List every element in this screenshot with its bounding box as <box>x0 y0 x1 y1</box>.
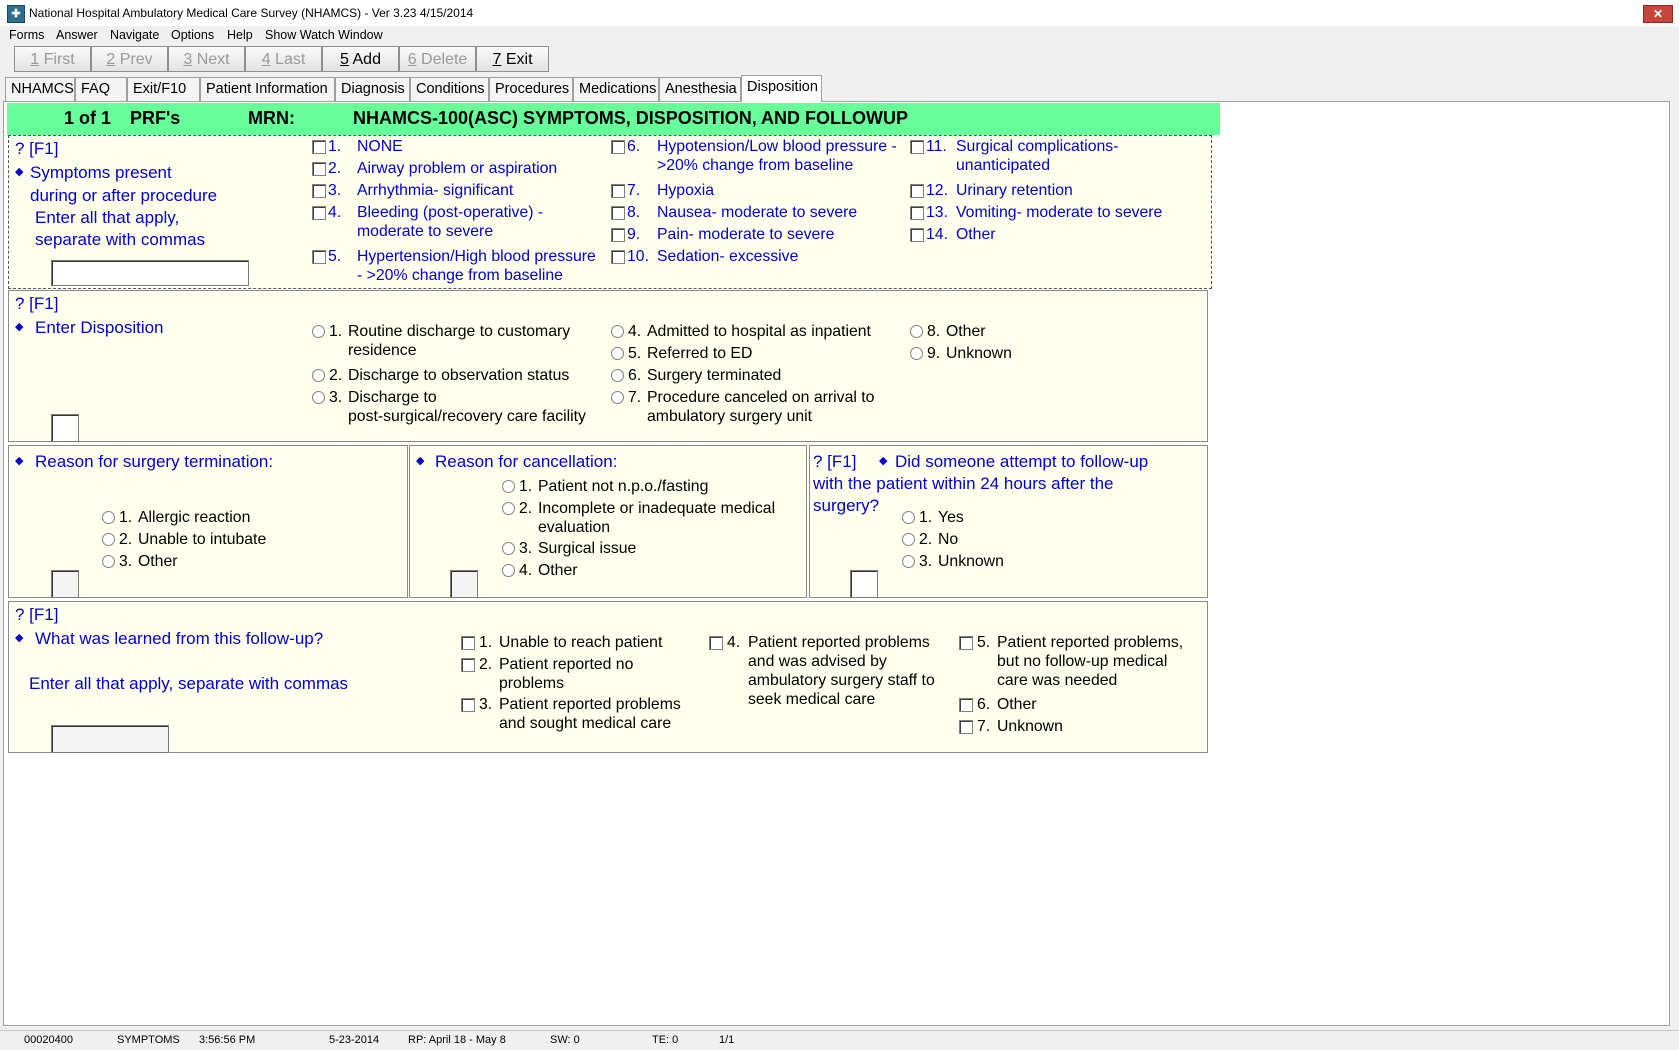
form-header <box>7 103 1220 135</box>
learned-7-num: 7. <box>977 718 991 735</box>
termination-1-radio[interactable] <box>102 511 115 524</box>
symptom-12-num: 12. <box>926 182 948 199</box>
symptom-8-num: 8. <box>627 204 641 221</box>
disposition-4-label: Admitted to hospital as inpatient <box>647 323 871 340</box>
followup-attempt-input[interactable] <box>850 570 878 598</box>
cancellation-4-radio[interactable] <box>502 564 515 577</box>
symptom-9-label: Pain- moderate to severe <box>657 226 835 243</box>
status-record-id: 00020400 <box>24 1034 73 1046</box>
learned-4-label-line4: seek medical care <box>748 691 876 708</box>
learned-1-num: 1. <box>479 634 493 651</box>
symptom-4-label: Bleeding (post-operative) - <box>357 204 544 221</box>
disposition-7-num: 7. <box>628 389 642 406</box>
symptom-10-checkbox[interactable] <box>611 250 625 264</box>
disposition-1-num: 1. <box>329 323 343 340</box>
disposition-3-label-line2: post-surgical/recovery care facility <box>348 408 586 425</box>
delete-label: Delete <box>416 51 468 68</box>
followup-attempt-help[interactable]: ? [F1] <box>813 452 857 471</box>
tab-nhamcs[interactable]: NHAMCS <box>5 77 75 101</box>
disposition-3-label: Discharge to <box>348 389 437 406</box>
exit-label: Exit <box>501 51 533 68</box>
symptoms-instruction-line1: Enter all that apply, <box>35 208 180 227</box>
followup-1-num: 1. <box>919 509 933 526</box>
termination-1-num: 1. <box>119 509 133 526</box>
menu-options[interactable]: Options <box>171 28 215 42</box>
termination-2-label: Unable to intubate <box>138 531 267 548</box>
symptom-1-num: 1. <box>328 138 342 155</box>
followup-2-num: 2. <box>919 531 933 548</box>
symptom-14-num: 14. <box>926 226 948 243</box>
learned-5-label-line2: but no follow-up medical <box>997 653 1168 670</box>
symptom-11-label-line2: unanticipated <box>956 157 1050 174</box>
disposition-8-radio[interactable] <box>910 325 923 338</box>
next-button[interactable] <box>168 46 245 72</box>
followup-1-radio[interactable] <box>902 511 915 524</box>
last-button[interactable] <box>245 46 322 72</box>
next-label: Next <box>192 51 230 68</box>
learned-3-label: Patient reported problems <box>499 696 681 713</box>
symptom-11-checkbox[interactable] <box>910 140 924 154</box>
symptom-8-checkbox[interactable] <box>611 206 625 220</box>
symptom-10-num: 10. <box>627 248 649 265</box>
learned-3-checkbox[interactable] <box>461 698 475 712</box>
learned-5-label: Patient reported problems, <box>997 634 1184 651</box>
disposition-8-num: 8. <box>927 323 941 340</box>
exit-button[interactable] <box>476 46 549 72</box>
add-label: Add <box>348 51 381 68</box>
disposition-4-radio[interactable] <box>611 325 624 338</box>
disposition-9-label: Unknown <box>946 345 1012 362</box>
learned-1-label: Unable to reach patient <box>499 634 663 651</box>
learned-2-num: 2. <box>479 656 493 673</box>
cancellation-1-num: 1. <box>519 478 533 495</box>
learned-4-label-line2: and was advised by <box>748 653 887 670</box>
cancellation-2-label: Incomplete or inadequate medical <box>538 500 776 517</box>
last-label: Last <box>270 51 306 68</box>
learned-7-checkbox[interactable] <box>959 720 973 734</box>
disposition-help[interactable]: ? [F1] <box>15 294 59 313</box>
learned-4-label-line3: ambulatory surgery staff to <box>748 672 935 689</box>
delete-button[interactable] <box>399 46 476 72</box>
required-bullet: ◆ <box>15 632 24 644</box>
disposition-3-num: 3. <box>329 389 343 406</box>
cancellation-2-label-line2: evaluation <box>538 519 611 536</box>
form-title: NHAMCS-100(ASC) SYMPTOMS, DISPOSITION, AND FOLLOWUP <box>353 108 909 128</box>
followup-2-label: No <box>938 531 959 548</box>
required-bullet: ◆ <box>879 455 888 467</box>
symptom-1-checkbox[interactable] <box>312 140 326 154</box>
cancellation-3-radio[interactable] <box>502 542 515 555</box>
tab-conditions[interactable]: Conditions <box>410 77 489 101</box>
required-bullet: ◆ <box>15 455 24 467</box>
symptom-13-checkbox[interactable] <box>910 206 924 220</box>
termination-panel <box>8 445 408 598</box>
followup-2-radio[interactable] <box>902 533 915 546</box>
symptom-3-num: 3. <box>328 182 342 199</box>
learned-2-label-line2: problems <box>499 675 564 692</box>
disposition-1-radio[interactable] <box>312 325 325 338</box>
status-time: 3:56:56 PM <box>199 1034 256 1046</box>
symptom-2-checkbox[interactable] <box>312 162 326 176</box>
last-key: 4 <box>261 51 271 68</box>
required-bullet: ◆ <box>416 455 425 467</box>
symptom-6-num: 6. <box>627 138 641 155</box>
learned-1-checkbox[interactable] <box>461 636 475 650</box>
termination-2-radio[interactable] <box>102 533 115 546</box>
followup-3-num: 3. <box>919 553 933 570</box>
tab-exit-f10[interactable]: Exit/F10 <box>127 77 200 101</box>
followup-attempt-question-line1: Did someone attempt to follow-up <box>895 452 1149 471</box>
symptoms-input[interactable] <box>51 260 249 286</box>
required-bullet: ◆ <box>15 166 24 178</box>
disposition-6-radio[interactable] <box>611 369 624 382</box>
menu-navigate[interactable]: Navigate <box>110 28 160 42</box>
symptom-2-num: 2. <box>328 160 342 177</box>
symptoms-panel <box>8 135 1212 289</box>
symptom-5-label-line2: - >20% change from baseline <box>357 267 563 284</box>
symptoms-instruction-line2: separate with commas <box>35 230 206 249</box>
record-count: 1 of 1 <box>64 108 112 128</box>
learned-5-num: 5. <box>977 634 991 651</box>
symptom-11-label: Surgical complications- <box>956 138 1119 155</box>
learned-6-label: Other <box>997 696 1037 713</box>
prf-label: PRF's <box>130 108 181 128</box>
cancellation-1-radio[interactable] <box>502 480 515 493</box>
disposition-6-label: Surgery terminated <box>647 367 782 384</box>
tab-medications[interactable]: Medications <box>573 77 659 101</box>
learned-5-checkbox[interactable] <box>959 636 973 650</box>
symptom-4-num: 4. <box>328 204 342 221</box>
tab-procedures[interactable]: Procedures <box>489 77 573 101</box>
learned-3-num: 3. <box>479 696 493 713</box>
cancellation-3-label: Surgical issue <box>538 540 637 557</box>
disposition-9-radio[interactable] <box>910 347 923 360</box>
learned-3-label-line2: and sought medical care <box>499 715 672 732</box>
disposition-panel <box>8 290 1208 442</box>
symptom-12-label: Urinary retention <box>956 182 1073 199</box>
symptom-6-checkbox[interactable] <box>611 140 625 154</box>
add-key: 5 <box>340 51 349 68</box>
status-page: 1/1 <box>719 1034 735 1046</box>
learned-6-checkbox[interactable] <box>959 698 973 712</box>
symptom-1-label: NONE <box>357 138 403 155</box>
disposition-1-label: Routine discharge to customary <box>348 323 571 340</box>
status-sw: SW: 0 <box>550 1034 580 1046</box>
symptom-14-checkbox[interactable] <box>910 228 924 242</box>
symptom-4-label-line2: moderate to severe <box>357 223 494 240</box>
tab-disposition[interactable]: Disposition <box>741 75 822 102</box>
menu-forms[interactable]: Forms <box>9 28 45 42</box>
symptom-12-checkbox[interactable] <box>910 184 924 198</box>
app-icon: ✚ <box>7 5 25 23</box>
disposition-1-label-line2: residence <box>348 342 417 359</box>
disposition-7-label: Procedure canceled on arrival to <box>647 389 875 406</box>
symptom-9-checkbox[interactable] <box>611 228 625 242</box>
symptom-6-label: Hypotension/Low blood pressure - <box>657 138 897 155</box>
symptom-13-num: 13. <box>926 204 948 221</box>
cancellation-4-label: Other <box>538 562 578 579</box>
disposition-7-radio[interactable] <box>611 391 624 404</box>
learned-panel <box>8 601 1208 753</box>
symptom-2-label: Airway problem or aspiration <box>357 160 558 177</box>
symptom-11-num: 11. <box>926 138 947 155</box>
tab-anesthesia[interactable]: Anesthesia <box>659 77 741 101</box>
symptom-7-label: Hypoxia <box>657 182 715 199</box>
followup-attempt-question-line2: with the patient within 24 hours after the <box>813 474 1114 493</box>
close-window-button[interactable]: ✕ <box>1643 5 1673 23</box>
cancellation-panel <box>409 445 807 598</box>
cancellation-2-radio[interactable] <box>502 502 515 515</box>
first-button[interactable] <box>14 46 91 72</box>
cancellation-1-label: Patient not n.p.o./fasting <box>538 478 709 495</box>
disposition-2-radio[interactable] <box>312 369 325 382</box>
learned-5-label-line3: care was needed <box>997 672 1118 689</box>
termination-3-radio[interactable] <box>102 555 115 568</box>
prev-label: Prev <box>115 51 153 68</box>
learned-2-label: Patient reported no <box>499 656 634 673</box>
required-bullet: ◆ <box>15 321 24 333</box>
status-te: TE: 0 <box>652 1034 679 1046</box>
termination-2-num: 2. <box>119 531 133 548</box>
prev-key: 2 <box>106 51 116 68</box>
menu-help[interactable]: Help <box>227 28 253 42</box>
disposition-4-num: 4. <box>628 323 642 340</box>
status-field: SYMPTOMS <box>117 1034 180 1046</box>
termination-question: Reason for surgery termination: <box>35 452 274 471</box>
next-key: 3 <box>183 51 193 68</box>
status-date: 5-23-2014 <box>329 1034 380 1046</box>
termination-input[interactable] <box>51 570 79 598</box>
menu-answer[interactable]: Answer <box>56 28 98 42</box>
tab-diagnosis[interactable]: Diagnosis <box>335 77 410 101</box>
termination-3-num: 3. <box>119 553 133 570</box>
title-bar <box>0 0 1679 27</box>
disposition-9-num: 9. <box>927 345 941 362</box>
cancellation-3-num: 3. <box>519 540 533 557</box>
first-key: 1 <box>30 51 40 68</box>
learned-4-label: Patient reported problems <box>748 634 930 651</box>
followup-3-label: Unknown <box>938 553 1004 570</box>
prev-button[interactable] <box>91 46 168 72</box>
symptom-6-label-line2: >20% change from baseline <box>657 157 854 174</box>
tab-faq[interactable]: FAQ <box>75 77 127 101</box>
disposition-5-num: 5. <box>628 345 642 362</box>
symptom-13-label: Vomiting- moderate to severe <box>956 204 1163 221</box>
symptom-5-num: 5. <box>328 248 342 265</box>
exit-key: 7 <box>492 51 502 68</box>
disposition-3-radio[interactable] <box>312 391 325 404</box>
termination-3-label: Other <box>138 553 178 570</box>
disposition-5-radio[interactable] <box>611 347 624 360</box>
symptom-5-checkbox[interactable] <box>312 250 326 264</box>
followup-3-radio[interactable] <box>902 555 915 568</box>
menu-show-watch-window[interactable]: Show Watch Window <box>265 28 383 42</box>
learned-4-num: 4. <box>727 634 741 651</box>
disposition-5-label: Referred to ED <box>647 345 753 362</box>
cancellation-question: Reason for cancellation: <box>435 452 618 471</box>
symptom-5-label: Hypertension/High blood pressure <box>357 248 596 265</box>
menu-bar <box>0 26 1679 46</box>
symptoms-question-line2: during or after procedure <box>30 186 218 205</box>
followup-attempt-panel <box>809 445 1208 598</box>
symptom-8-label: Nausea- moderate to severe <box>657 204 858 221</box>
disposition-question: Enter Disposition <box>35 318 164 337</box>
symptom-9-num: 9. <box>627 226 641 243</box>
cancellation-4-num: 4. <box>519 562 533 579</box>
learned-7-label: Unknown <box>997 718 1063 735</box>
delete-key: 6 <box>407 51 417 68</box>
disposition-6-num: 6. <box>628 367 642 384</box>
symptom-7-checkbox[interactable] <box>611 184 625 198</box>
status-reporting-period: RP: April 18 - May 8 <box>408 1034 506 1046</box>
followup-1-label: Yes <box>938 509 964 526</box>
symptom-14-label: Other <box>956 226 996 243</box>
tab-patient-information[interactable]: Patient Information <box>200 77 335 101</box>
termination-1-label: Allergic reaction <box>138 509 251 526</box>
cancellation-2-num: 2. <box>519 500 533 517</box>
symptom-7-num: 7. <box>627 182 641 199</box>
cancellation-input[interactable] <box>450 570 478 598</box>
disposition-2-num: 2. <box>329 367 343 384</box>
disposition-2-label: Discharge to observation status <box>348 367 570 384</box>
learned-question: What was learned from this follow-up? <box>35 629 324 648</box>
status-bar <box>0 1030 1679 1050</box>
disposition-input[interactable] <box>51 414 79 442</box>
learned-input[interactable] <box>51 725 169 753</box>
followup-attempt-question-line3: surgery? <box>813 496 880 515</box>
disposition-8-label: Other <box>946 323 986 340</box>
mrn-label: MRN: <box>248 108 295 128</box>
window-title: National Hospital Ambulatory Medical Care Survey (NHAMCS) - Ver 3.23 4/15/2014 <box>29 6 474 20</box>
symptom-3-label: Arrhythmia- significant <box>357 182 514 199</box>
symptom-4-checkbox[interactable] <box>312 206 326 220</box>
learned-6-num: 6. <box>977 696 991 713</box>
learned-instruction: Enter all that apply, separate with commas <box>29 674 349 693</box>
disposition-7-label-line2: ambulatory surgery unit <box>647 408 813 425</box>
first-label: First <box>39 51 75 68</box>
symptom-10-label: Sedation- excessive <box>657 248 799 265</box>
learned-2-checkbox[interactable] <box>461 658 475 672</box>
symptoms-question-line1: Symptoms present <box>30 163 172 182</box>
symptoms-help[interactable]: ? [F1] <box>15 139 59 158</box>
learned-help[interactable]: ? [F1] <box>15 605 59 624</box>
symptom-3-checkbox[interactable] <box>312 184 326 198</box>
add-button[interactable] <box>322 46 399 72</box>
learned-4-checkbox[interactable] <box>709 636 723 650</box>
